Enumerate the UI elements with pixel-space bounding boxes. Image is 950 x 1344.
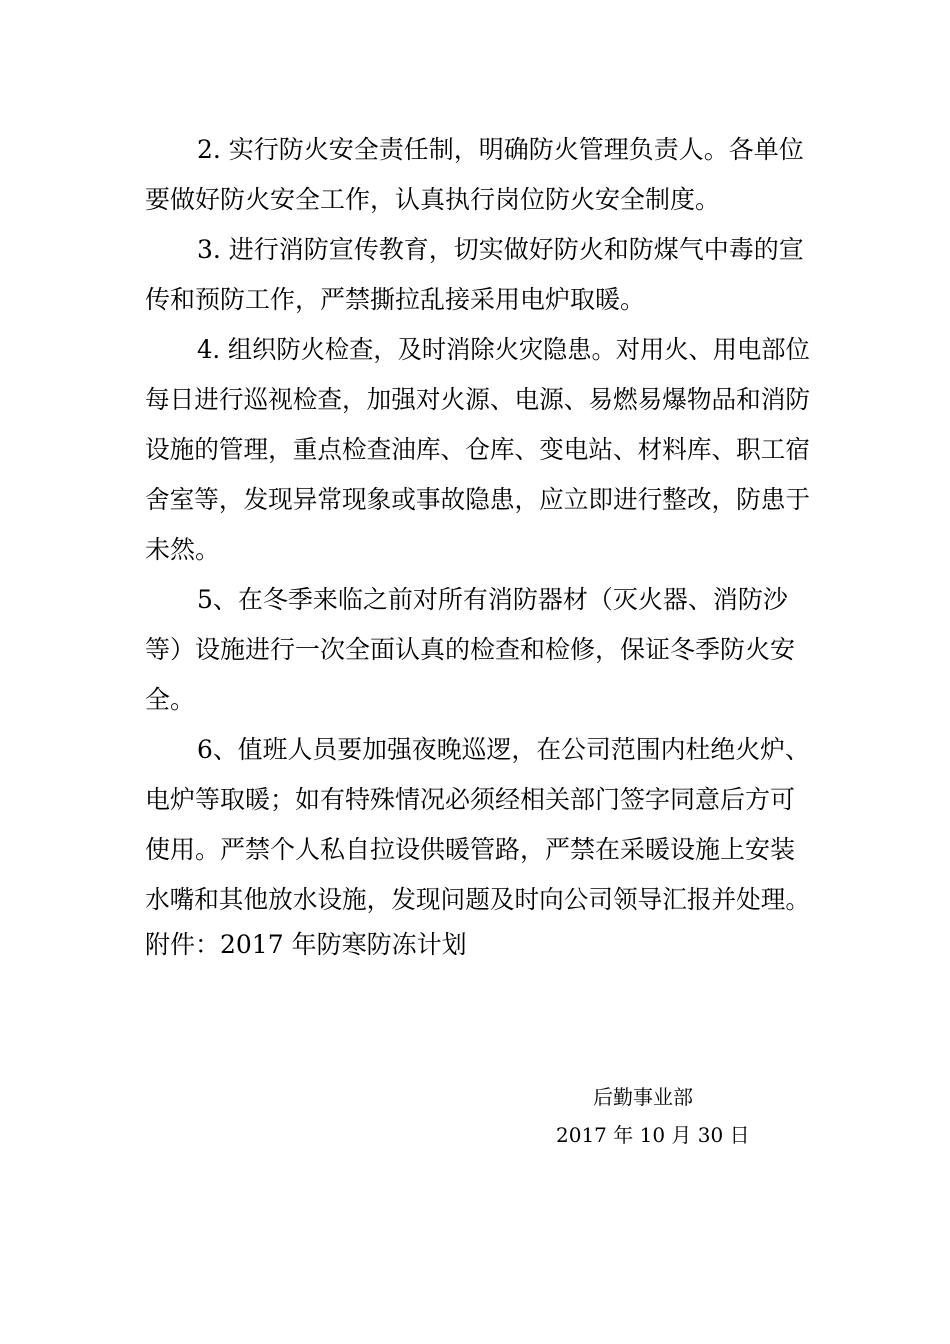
paragraph-5-line-2 <box>0 630 950 670</box>
paragraph-4-line-3 <box>0 430 950 470</box>
paragraph-3-line-1 <box>0 230 950 270</box>
text-line: 设施的管理，重点检查油库、仓库、变电站、材料库、职工宿 <box>145 435 811 464</box>
paragraph-2-line-2 <box>0 180 950 220</box>
text-line: 传和预防工作，严禁撕拉乱接采用电炉取暖。 <box>145 285 646 314</box>
signature-department: 后勤事业部 <box>593 1085 693 1109</box>
text-line: 水嘴和其他放水设施，发现问题及时向公司领导汇报并处理。 <box>145 885 811 914</box>
text-line: 全。 <box>145 685 196 714</box>
paragraph-6-line-4 <box>0 880 950 920</box>
text-line: 每日进行巡视检查，加强对火源、电源、易燃易爆物品和消防 <box>145 385 811 414</box>
text-line: 电炉等取暖；如有特殊情况必须经相关部门签字同意后方可 <box>145 785 796 814</box>
signature-date-line <box>0 1115 950 1155</box>
text-line: 等）设施进行一次全面认真的检查和检修，保证冬季防火安 <box>145 635 796 664</box>
paragraph-6-line-1 <box>0 730 950 770</box>
signature-department-line <box>0 1077 950 1117</box>
paragraph-6-line-2 <box>0 780 950 820</box>
paragraph-4-line-1 <box>0 330 950 370</box>
paragraph-6-line-3 <box>0 830 950 870</box>
paragraph-4-line-4 <box>0 480 950 520</box>
paragraph-4-line-2 <box>0 380 950 420</box>
text-line: 2. 实行防火安全责任制，明确防火管理负责人。各单位 <box>197 135 804 164</box>
attachment-line <box>0 925 950 965</box>
signature-date: 2017 年 10 月 30 日 <box>556 1123 750 1147</box>
attachment-text: 附件：2017 年防寒防冻计划 <box>145 930 467 959</box>
paragraph-4-line-5 <box>0 530 950 570</box>
text-line: 3. 进行消防宣传教育，切实做好防火和防煤气中毒的宣 <box>197 235 804 264</box>
paragraph-3-line-2 <box>0 280 950 320</box>
text-line: 使用。严禁个人私自拉设供暖管路，严禁在采暖设施上安装 <box>145 835 796 864</box>
text-line: 舍室等，发现异常现象或事故隐患，应立即进行整改，防患于 <box>145 485 811 514</box>
text-line: 未然。 <box>145 535 221 564</box>
text-line: 5、在冬季来临之前对所有消防器材（灭火器、消防沙 <box>197 585 788 614</box>
paragraph-5-line-1 <box>0 580 950 620</box>
text-line: 4. 组织防火检查，及时消除火灾隐患。对用火、用电部位 <box>197 335 810 364</box>
paragraph-2-line-1 <box>0 130 950 170</box>
text-line: 要做好防火安全工作，认真执行岗位防火安全制度。 <box>145 185 721 214</box>
paragraph-5-line-3 <box>0 680 950 720</box>
text-line: 6、值班人员要加强夜晚巡逻，在公司范围内杜绝火炉、 <box>197 735 810 764</box>
